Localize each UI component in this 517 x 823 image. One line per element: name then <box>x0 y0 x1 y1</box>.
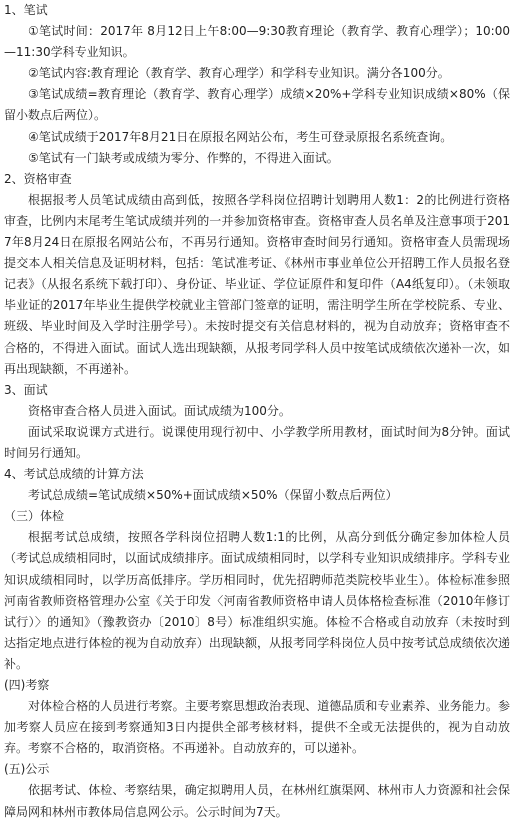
paragraph: 依据考试、体检、考察结果，确定拟聘用人员，在林州红旗渠网、林州市人力资源和社会保障局网和林州市教体局信息网公示。公示时间为7天。 <box>4 783 510 819</box>
paragraph: ①笔试时间：2017年 8月12日上午8:00—9:30教育理论（教育学、教育心理学）；10:00—11:30学科专业知识。 <box>4 24 510 60</box>
section-heading: 4、考试总成绩的计算方法 <box>4 467 144 482</box>
document-body <box>4 0 510 823</box>
section-heading: (四)考察 <box>4 678 50 692</box>
paragraph: 根据考试总成绩，按照各学科岗位招聘人数1:1的比例，从高分到低分确定参加体检人员（考试总成绩相同时，以面试成绩排序。面试成绩相同时，以学科专业知识成绩排序。学科专业知识成绩相同时，以学历高低排序。学历相同时，优先招聘师范类院校毕业生）。体检标准参照河南省教师资格管理办公室《关于印发〈河南省教师资格申请人员体格检查标准（2010年修订试行）〉的通知》（豫教资办〔2010〕8号）标准组织实施。体检不合格或自动放弃（未按时到达指定地点进行体检的视为自动放弃）出现缺额，从报考同学科岗位人员中按考试总成绩依次递补。 <box>4 530 510 671</box>
paragraph: 考试总成绩=笔试成绩×50%+面试成绩×50%（保留小数点后两位） <box>28 488 398 503</box>
section-heading: 2、资格审查 <box>4 171 72 186</box>
section-heading: 3、面试 <box>4 382 48 397</box>
section-heading: （三）体检 <box>4 509 65 524</box>
paragraph: 根据报考人员笔试成绩由高到低，按照各学科岗位招聘计划聘用人数1：2的比例进行资格审查，比例内末尾考生笔试成绩并列的一并参加资格审查。资格审查人员名单及注意事项于2017年8月24日在原报名网站公布，不再另行通知。资格审查时间另行通知。资格审查人员需现场提交本人相关信息及证明材料，包括：笔试准考证、《林州市事业单位公开招聘工作人员报名登记表》（从报名系统下载打印）、身份证、毕业证、学位证原件和复印件（A4纸复印）。（未领取毕业证的2017年毕业生提供学校就业主管部门签章的证明，需注明学生所在学校院系、专业、班级、毕业时间及入学时注册学号）。未按时提交有关信息材料的，视为自动放弃；资格审查不合格的，不得进入面试。面试人选出现缺额，从报考同学科人员中按笔试成绩依次递补一次，如再出现缺额，不再递补。 <box>4 192 510 376</box>
section-heading: (五)公示 <box>4 762 50 777</box>
paragraph: 资格审查合格人员进入面试。面试成绩为100分。 <box>28 403 291 418</box>
paragraph: 对体检合格的人员进行考察。主要考察思想政治表现、道德品质和专业素养、业务能力。参加考察人员应在接到考察通知3日内提供全部考核材料，提供不全或无法提供的，视为自动放弃。考察不合格的，取消资格。不再递补。自动放弃的，可以递补。 <box>4 699 510 756</box>
paragraph: ⑤笔试有一门缺考或成绩为零分、作弊的，不得进入面试。 <box>28 150 339 165</box>
section-heading: 1、笔试 <box>4 3 48 17</box>
paragraph: ②笔试内容:教育理论（教育学、教育心理学）和学科专业知识。满分各100分。 <box>28 66 450 81</box>
paragraph: 面试采取说课方式进行。说课使用现行初中、小学教学所用教材，面试时间为8分钟。面试时间另行通知。 <box>4 424 510 460</box>
paragraph: ④笔试成绩于2017年8月21日在原报名网站公布，考生可登录原报名系统查询。 <box>28 129 453 144</box>
paragraph: ③笔试成绩=教育理论（教育学、教育心理学）成绩×20%+学科专业知识成绩×80%（保留小数点后两位）。 <box>4 87 510 123</box>
